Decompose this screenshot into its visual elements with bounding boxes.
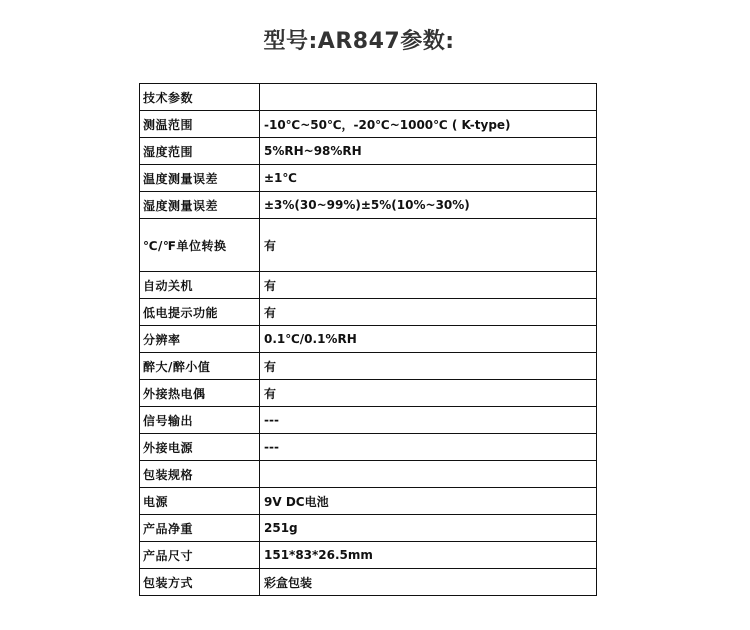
row-label: ℃/℉单位转换 <box>140 219 260 272</box>
row-value: --- <box>260 434 597 461</box>
row-value: 5%RH~98%RH <box>260 138 597 165</box>
table-row <box>140 569 597 596</box>
row-label: 信号输出 <box>140 407 260 434</box>
row-label: 包装方式 <box>140 569 260 596</box>
row-label: 湿度范围 <box>140 138 260 165</box>
table-row <box>140 192 597 219</box>
row-label: 醉大/醉小值 <box>140 353 260 380</box>
table-row <box>140 353 597 380</box>
row-value: 151*83*26.5mm <box>260 542 597 569</box>
table-row <box>140 299 597 326</box>
row-label: 外接电源 <box>140 434 260 461</box>
row-value: ±1℃ <box>260 165 597 192</box>
row-value: 有 <box>260 353 597 380</box>
table-row <box>140 380 597 407</box>
row-value: ±3%(30~99%)±5%(10%~30%) <box>260 192 597 219</box>
row-label: 包装规格 <box>140 461 260 488</box>
row-value: -10℃~50℃，-20℃~1000℃ ( K-type) <box>260 111 597 138</box>
table-row <box>140 272 597 299</box>
table-row <box>140 326 597 353</box>
table-row <box>140 165 597 192</box>
spec-table <box>139 83 597 596</box>
row-value: 251g <box>260 515 597 542</box>
row-value: 有 <box>260 299 597 326</box>
table-row <box>140 542 597 569</box>
table-row <box>140 111 597 138</box>
table-row <box>140 434 597 461</box>
row-label: 产品尺寸 <box>140 542 260 569</box>
table-row <box>140 515 597 542</box>
row-label: 分辨率 <box>140 326 260 353</box>
row-label: 自动关机 <box>140 272 260 299</box>
row-label: 外接热电偶 <box>140 380 260 407</box>
row-value: 有 <box>260 380 597 407</box>
row-value: 有 <box>260 272 597 299</box>
table-row <box>140 407 597 434</box>
row-label: 测温范围 <box>140 111 260 138</box>
row-value <box>260 461 597 488</box>
row-label: 低电提示功能 <box>140 299 260 326</box>
row-value: 彩盒包装 <box>260 569 597 596</box>
row-value: 9V DC电池 <box>260 488 597 515</box>
row-label: 电源 <box>140 488 260 515</box>
row-label: 产品净重 <box>140 515 260 542</box>
table-row <box>140 488 597 515</box>
table-row <box>140 461 597 488</box>
row-value: 0.1℃/0.1%RH <box>260 326 597 353</box>
row-label: 技术参数 <box>140 84 260 111</box>
page-title: 型号:AR847参数: <box>263 29 455 54</box>
row-value <box>260 84 597 111</box>
table-row <box>140 138 597 165</box>
row-value: 有 <box>260 219 597 272</box>
row-value: --- <box>260 407 597 434</box>
table-row <box>140 84 597 111</box>
row-label: 湿度测量误差 <box>140 192 260 219</box>
table-row <box>140 219 597 272</box>
row-label: 温度测量误差 <box>140 165 260 192</box>
